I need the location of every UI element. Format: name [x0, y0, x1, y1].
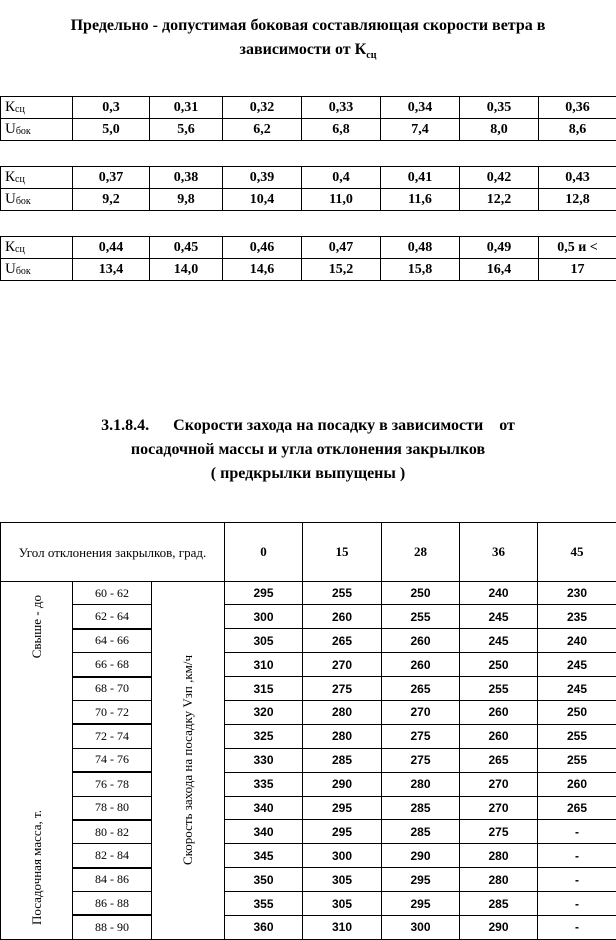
k-row: [1, 167, 616, 189]
k-value: 0,39: [223, 167, 302, 189]
speed-cell: 265: [303, 629, 382, 653]
speed-cell: 240: [460, 582, 538, 605]
table-row: [1, 796, 616, 820]
u-row: [1, 259, 616, 281]
k-value: 0,3: [73, 97, 150, 119]
speed-cell: 270: [303, 653, 382, 677]
table-row: [1, 915, 616, 939]
speed-cell: 265: [382, 677, 460, 701]
k-value: 0,41: [381, 167, 460, 189]
speed-cell: 290: [382, 844, 460, 868]
mass-range-cell: 62 - 64: [73, 605, 152, 629]
k-row: [1, 237, 616, 259]
k-value: 0,45: [150, 237, 223, 259]
speed-cell: 335: [225, 772, 303, 796]
mass-range-cell: 74 - 76: [73, 748, 152, 772]
speed-cell: 270: [460, 772, 538, 796]
speed-cell: 280: [382, 772, 460, 796]
mass-range-cell: 82 - 84: [73, 844, 152, 868]
table-row: [1, 629, 616, 653]
crosswind-title-line1: Предельно - допустимая боковая составляющая скорости ветра в: [0, 14, 616, 38]
u-value: 9,8: [150, 189, 223, 211]
speed-cell: 275: [382, 724, 460, 748]
mass-label-cell: [1, 582, 73, 940]
u-value: 8,6: [539, 119, 616, 141]
mass-range-cell: 76 - 78: [73, 772, 152, 796]
k-value: 0,47: [302, 237, 381, 259]
flap-angle-cell: 15: [303, 523, 382, 582]
speed-cell: 255: [538, 724, 616, 748]
k-value: 0,32: [223, 97, 302, 119]
u-label: $U_{бок}$: [1, 119, 73, 141]
speed-cell: 250: [382, 582, 460, 605]
k-value: 0,35: [460, 97, 539, 119]
speed-cell: 245: [460, 629, 538, 653]
u-value: 5,6: [150, 119, 223, 141]
speed-cell: 250: [538, 700, 616, 724]
k-value: 0,38: [150, 167, 223, 189]
k-value: 0,37: [73, 167, 150, 189]
flap-angle-cell: 45: [538, 523, 616, 582]
mass-range-cell: 68 - 70: [73, 677, 152, 701]
u-value: 5,0: [73, 119, 150, 141]
table-row: [1, 844, 616, 868]
speed-cell: 260: [303, 605, 382, 629]
k-value: 0,34: [381, 97, 460, 119]
mass-range-cell: 72 - 74: [73, 724, 152, 748]
speed-cell: 320: [225, 700, 303, 724]
u-value: 14,6: [223, 259, 302, 281]
speed-cell: 355: [225, 892, 303, 916]
u-value: 16,4: [460, 259, 539, 281]
table-row: [1, 868, 616, 892]
k-value: 0,4: [302, 167, 381, 189]
speed-cell: 310: [303, 915, 382, 939]
section-heading: [0, 414, 616, 486]
u-value: 17: [539, 259, 616, 281]
speed-cell: 315: [225, 677, 303, 701]
u-value: 11,6: [381, 189, 460, 211]
speed-cell: 255: [382, 605, 460, 629]
k-value: 0,49: [460, 237, 539, 259]
speed-cell: 285: [382, 820, 460, 844]
k-value: 0,46: [223, 237, 302, 259]
u-value: 14,0: [150, 259, 223, 281]
table-row: [1, 772, 616, 796]
speed-cell: -: [538, 915, 616, 939]
flap-angle-cell: 28: [382, 523, 460, 582]
speed-cell: 310: [225, 653, 303, 677]
table-row: [1, 724, 616, 748]
mass-range-cell: 84 - 86: [73, 868, 152, 892]
u-label: $U_{бок}$: [1, 259, 73, 281]
speed-cell: 255: [303, 582, 382, 605]
speed-cell: 280: [303, 700, 382, 724]
speed-cell: 330: [225, 748, 303, 772]
speed-cell: 285: [382, 796, 460, 820]
speed-cell: 285: [303, 748, 382, 772]
table-row: [1, 892, 616, 916]
approach-speed-table: [0, 522, 616, 940]
u-row: [1, 119, 616, 141]
u-value: 15,8: [381, 259, 460, 281]
speed-cell: 255: [538, 748, 616, 772]
k-value: 0,33: [302, 97, 381, 119]
mass-range-label: Свыше - до: [29, 595, 45, 658]
speed-cell: 270: [460, 796, 538, 820]
mass-range-cell: 78 - 80: [73, 796, 152, 820]
k-value: 0,42: [460, 167, 539, 189]
speed-cell: 245: [538, 653, 616, 677]
speed-cell: 290: [303, 772, 382, 796]
speed-cell: 280: [303, 724, 382, 748]
u-row: [1, 189, 616, 211]
mass-range-cell: 80 - 82: [73, 820, 152, 844]
table-row: [1, 748, 616, 772]
flap-angle-cell: 36: [460, 523, 538, 582]
speed-cell: 260: [538, 772, 616, 796]
speed-cell: 270: [382, 700, 460, 724]
u-value: 13,4: [73, 259, 150, 281]
speed-cell: 280: [460, 844, 538, 868]
flap-angle-header: Угол отклонения закрылков, град.: [1, 523, 225, 582]
speed-cell: 360: [225, 915, 303, 939]
speed-cell: 300: [382, 915, 460, 939]
speed-cell: 245: [460, 605, 538, 629]
k-value: 0,31: [150, 97, 223, 119]
speed-cell: 250: [460, 653, 538, 677]
crosswind-title-line2: зависимости от $К_{сц}$: [0, 38, 616, 68]
crosswind-table: [0, 166, 616, 211]
speed-cell: -: [538, 892, 616, 916]
speed-cell: 265: [538, 796, 616, 820]
speed-cell: 275: [382, 748, 460, 772]
speed-cell: 285: [460, 892, 538, 916]
crosswind-title: [0, 14, 616, 68]
flap-angle-cell: 0: [225, 523, 303, 582]
k-value: 0,5 и <: [539, 237, 616, 259]
speed-cell: 265: [460, 748, 538, 772]
k-label: $К_{сц}$: [1, 237, 73, 259]
table-row: [1, 677, 616, 701]
speed-cell: 275: [303, 677, 382, 701]
k-row: [1, 97, 616, 119]
u-value: 10,4: [223, 189, 302, 211]
speed-cell: 325: [225, 724, 303, 748]
mass-range-cell: 64 - 66: [73, 629, 152, 653]
speed-cell: 305: [225, 629, 303, 653]
speed-cell: 350: [225, 868, 303, 892]
speed-cell: 235: [538, 605, 616, 629]
speed-cell: -: [538, 868, 616, 892]
mass-range-cell: 86 - 88: [73, 892, 152, 916]
speed-label-cell: [152, 582, 225, 940]
k-value: 0,43: [539, 167, 616, 189]
header-row: [1, 523, 616, 582]
speed-cell: 260: [460, 700, 538, 724]
speed-cell: 300: [303, 844, 382, 868]
speed-label: Скорость захода на посадку Vзп ,км/ч: [180, 655, 196, 865]
crosswind-table: [0, 96, 616, 141]
u-value: 15,2: [302, 259, 381, 281]
speed-cell: 260: [382, 629, 460, 653]
u-value: 6,2: [223, 119, 302, 141]
u-value: 11,0: [302, 189, 381, 211]
speed-cell: 290: [460, 915, 538, 939]
k-value: 0,36: [539, 97, 616, 119]
k-label: $К_{сц}$: [1, 97, 73, 119]
table-row: [1, 820, 616, 844]
table-row: [1, 605, 616, 629]
speed-cell: 295: [303, 796, 382, 820]
speed-cell: 255: [460, 677, 538, 701]
k-value: 0,44: [73, 237, 150, 259]
mass-range-cell: 66 - 68: [73, 653, 152, 677]
crosswind-table: [0, 236, 616, 281]
speed-cell: 305: [303, 868, 382, 892]
speed-cell: 340: [225, 820, 303, 844]
u-value: 7,4: [381, 119, 460, 141]
speed-cell: 260: [382, 653, 460, 677]
speed-cell: 340: [225, 796, 303, 820]
speed-cell: 295: [303, 820, 382, 844]
section-heading-line2: посадочной массы и угла отклонения закрылков: [0, 438, 616, 462]
speed-cell: 295: [382, 892, 460, 916]
speed-cell: 240: [538, 629, 616, 653]
mass-label: Посадочная масса, т.: [29, 810, 45, 925]
table-row: [1, 700, 616, 724]
speed-cell: 230: [538, 582, 616, 605]
speed-cell: 295: [225, 582, 303, 605]
speed-cell: 260: [460, 724, 538, 748]
u-value: 8,0: [460, 119, 539, 141]
mass-range-cell: 88 - 90: [73, 915, 152, 939]
u-value: 6,8: [302, 119, 381, 141]
speed-cell: 245: [538, 677, 616, 701]
speed-cell: 300: [225, 605, 303, 629]
speed-cell: -: [538, 820, 616, 844]
speed-cell: 275: [460, 820, 538, 844]
mass-range-cell: 70 - 72: [73, 700, 152, 724]
u-value: 12,2: [460, 189, 539, 211]
mass-range-cell: 60 - 62: [73, 582, 152, 605]
section-heading-line3: ( предкрылки выпущены ): [0, 462, 616, 486]
speed-cell: 280: [460, 868, 538, 892]
k-value: 0,48: [381, 237, 460, 259]
section-heading-line1: 3.1.8.4. Скорости захода на посадку в зависимости от: [0, 414, 616, 438]
u-value: 9,2: [73, 189, 150, 211]
table-row: [1, 653, 616, 677]
speed-cell: 305: [303, 892, 382, 916]
speed-cell: 345: [225, 844, 303, 868]
k-label: $К_{сц}$: [1, 167, 73, 189]
u-label: $U_{бок}$: [1, 189, 73, 211]
u-value: 12,8: [539, 189, 616, 211]
speed-cell: -: [538, 844, 616, 868]
speed-cell: 295: [382, 868, 460, 892]
table-row: [1, 582, 616, 605]
